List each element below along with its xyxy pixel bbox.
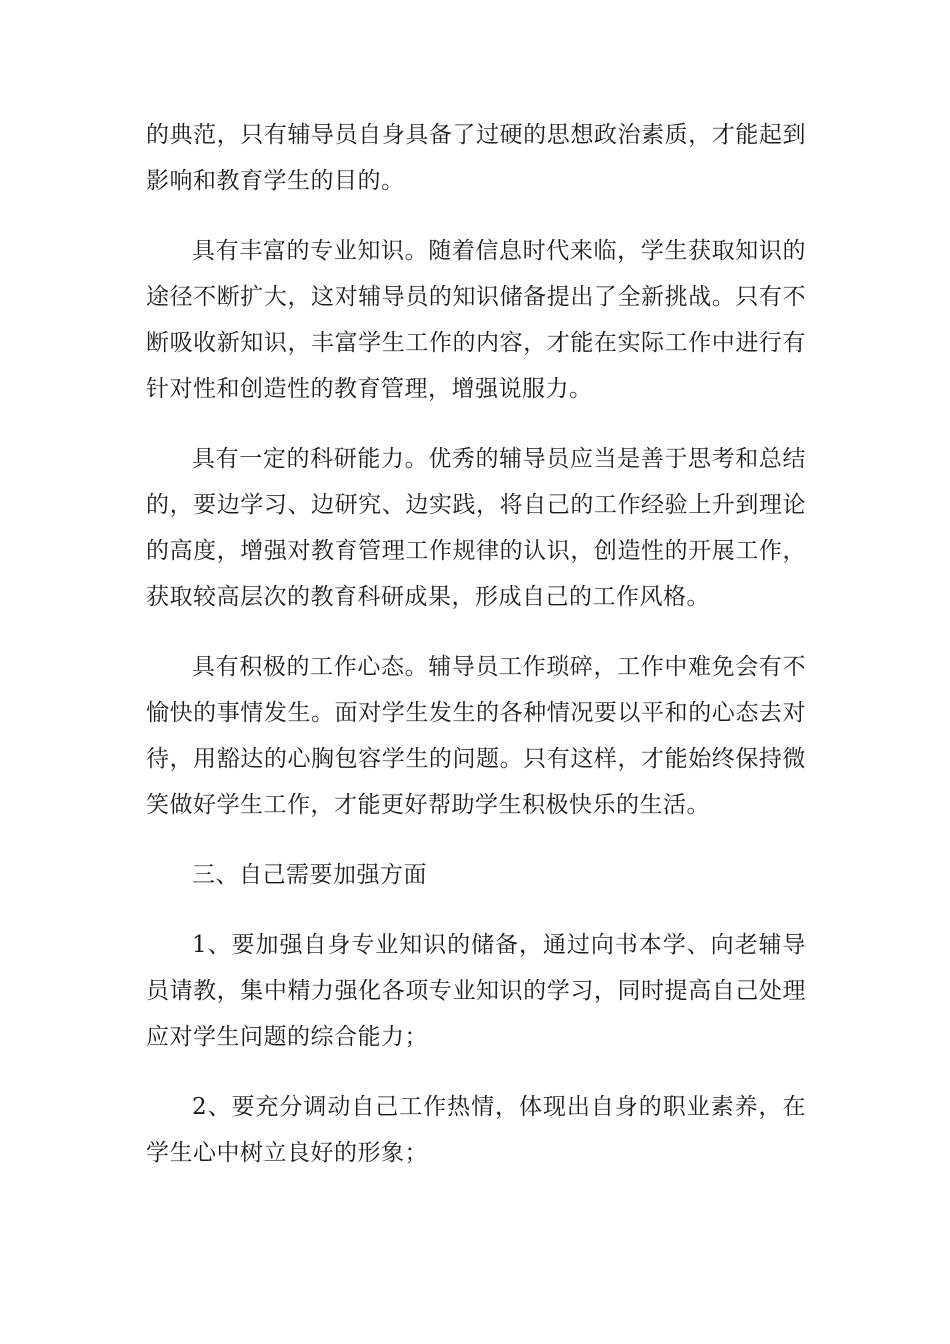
paragraph-work-attitude: 具有积极的工作心态。辅导员工作琐碎，工作中难免会有不愉快的事情发生。面对学生发生的各种情况要以平和的心态去对待，用豁达的心胸包容学生的问题。只有这样，才能始终保持微笑做好学生工作，才能更好帮助学生积极快乐的生活。 bbox=[146, 654, 806, 818]
document-body bbox=[146, 112, 806, 1200]
section-heading: 三、自己需要加强方面 bbox=[192, 862, 427, 888]
list-item-2: 2、要充分调动自己工作热情，体现出自身的职业素养，在学生心中树立良好的形象； bbox=[146, 1094, 806, 1166]
paragraph-professional-knowledge: 具有丰富的专业知识。随着信息时代来临，学生获取知识的途径不断扩大，这对辅导员的知识储备提出了全新挑战。只有不断吸收新知识，丰富学生工作的内容，才能在实际工作中进行有针对性和创造性的教育管理，增强说服力。 bbox=[146, 238, 806, 402]
paragraph-continuation: 的典范，只有辅导员自身具备了过硬的思想政治素质，才能起到影响和教育学生的目的。 bbox=[146, 122, 806, 194]
list-item-1: 1、要加强自身专业知识的储备，通过向书本学、向老辅导员请教，集中精力强化各项专业知识的学习，同时提高自己处理应对学生问题的综合能力； bbox=[146, 932, 806, 1050]
paragraph-research-ability: 具有一定的科研能力。优秀的辅导员应当是善于思考和总结的，要边学习、边研究、边实践，将自己的工作经验上升到理论的高度，增强对教育管理工作规律的认识，创造性的开展工作，获取较高层次的教育科研成果，形成自己的工作风格。 bbox=[146, 446, 806, 610]
